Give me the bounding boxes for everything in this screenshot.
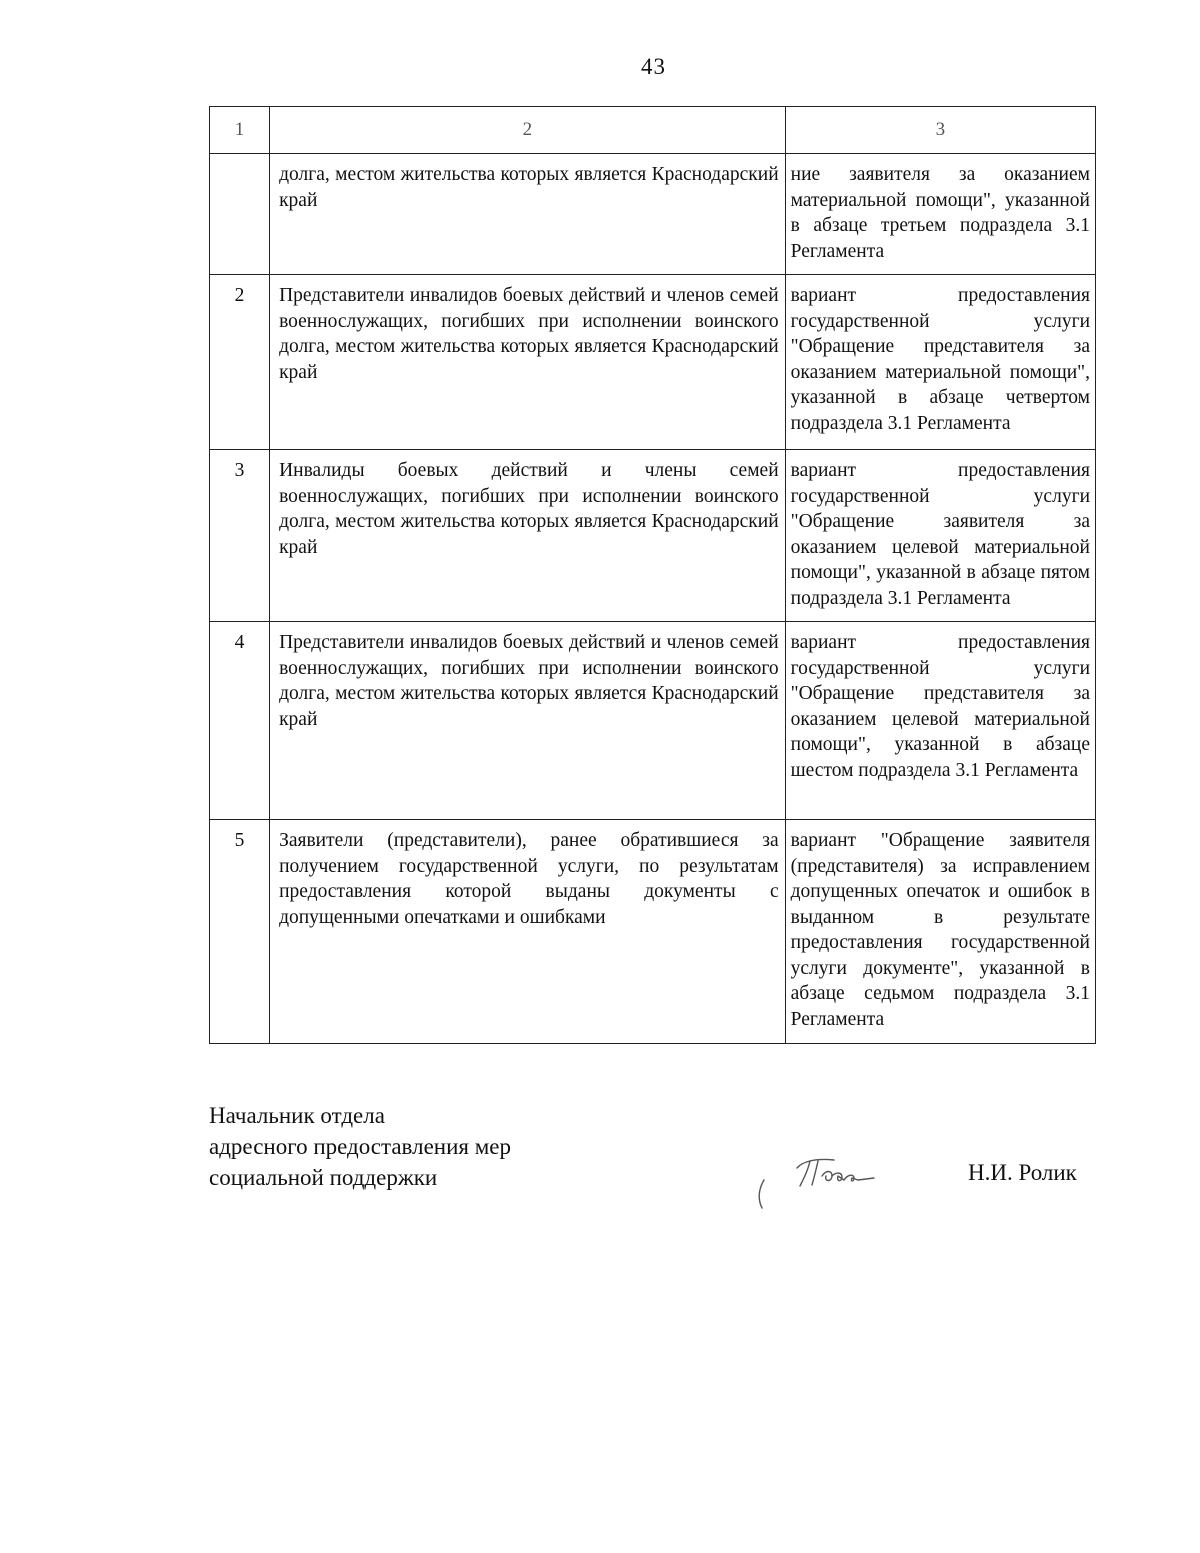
row-number [210, 154, 270, 275]
row-number: 4 [210, 622, 270, 820]
header-col-1: 1 [210, 107, 270, 154]
row-category: Представители инвалидов боевых действий и членов семей военнослужащих, погибших при исполнении воинского долга, местом жительства которых является Краснодарский край [270, 275, 786, 450]
page-number: 43 [641, 54, 666, 79]
signatory-title-line: Начальник отдела [209, 1103, 385, 1128]
signatory-title-line: социальной поддержки [209, 1165, 438, 1190]
table-row [210, 275, 1096, 450]
row-category: Заявители (представители), ранее обратившиеся за получением государственной услуги, по результатам предоставления которой выданы документы с допущенными опечатками и ошибками [270, 820, 786, 1044]
row-variant: ние заявителя за оказанием материальной помощи", указанной в абзаце третьем подраздела 3.1 Регламента [785, 154, 1095, 275]
row-category: Представители инвалидов боевых действий и членов семей военнослужащих, погибших при исполнении воинского долга, местом жительства которых является Краснодарский край [270, 622, 786, 820]
row-number: 3 [210, 450, 270, 622]
table-row [210, 820, 1096, 1044]
row-variant: вариант предоставления государственной услуги "Обращение заявителя за оказанием целевой материальной помощи", указанной в абзаце пятом подраздела 3.1 Регламента [785, 450, 1095, 622]
row-variant: вариант предоставления государственной услуги "Обращение представителя за оказанием материальной помощи", указанной в абзаце четвертом подраздела 3.1 Регламента [785, 275, 1095, 450]
table-row [210, 154, 1096, 275]
table-body [210, 154, 1096, 1044]
signatory-title [209, 1100, 511, 1193]
table-header [210, 107, 1096, 154]
header-col-3: 3 [785, 107, 1095, 154]
table-row [210, 622, 1096, 820]
signer-name: Н.И. Ролик [968, 1160, 1077, 1185]
row-category: долга, местом жительства которых является Краснодарский край [270, 154, 786, 275]
signatory-title-line: адресного предоставления мер [209, 1134, 512, 1159]
handwritten-signature [752, 1140, 912, 1210]
table-row [210, 450, 1096, 622]
table-header-row [210, 107, 1096, 154]
row-number: 5 [210, 820, 270, 1044]
row-variant: вариант "Обращение заявителя (представителя) за исправлением допущенных опечаток и ошибок в выданном в результате предоставления государственной услуги документе", указанной в абзаце седьмом подраздела 3.1 Регламента [785, 820, 1095, 1044]
document-table [209, 106, 1096, 1044]
header-col-2: 2 [270, 107, 786, 154]
row-number: 2 [210, 275, 270, 450]
row-variant: вариант предоставления государственной услуги "Обращение представителя за оказанием целевой материальной помощи", указанной в абзаце шестом подраздела 3.1 Регламента [785, 622, 1095, 820]
row-category: Инвалиды боевых действий и члены семей военнослужащих, погибших при исполнении воинского долга, местом жительства которых является Краснодарский край [270, 450, 786, 622]
